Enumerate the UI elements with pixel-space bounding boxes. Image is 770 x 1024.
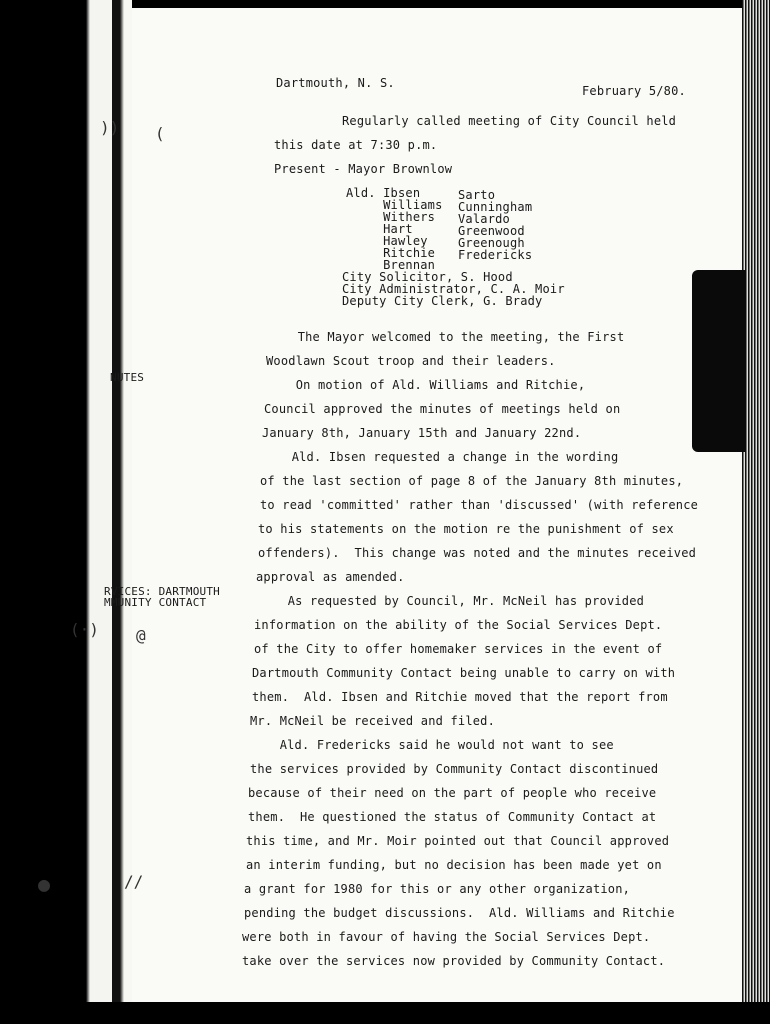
official-line: City Solicitor, S. Hood xyxy=(342,270,513,284)
ink-mark: // xyxy=(124,872,144,891)
body-line: approval as amended. xyxy=(256,570,405,584)
body-line: of the City to offer homemaker services in the event of xyxy=(254,642,663,656)
body-line: The Mayor welcomed to the meeting, the First xyxy=(268,330,625,344)
body-line: because of their need on the part of people who receive xyxy=(248,786,657,800)
body-line: January 8th, January 15th and January 22nd. xyxy=(262,426,582,440)
body-line: them. He questioned the status of Community Contact at xyxy=(248,810,657,824)
scan-tab-mark xyxy=(692,270,746,452)
scan-border-left xyxy=(0,0,132,1024)
attendee: Hawley xyxy=(346,234,428,248)
punch-hole-mark: ● xyxy=(38,872,51,896)
ink-mark: @ xyxy=(136,626,146,645)
body-line: take over the services now provided by Community Contact. xyxy=(242,954,666,968)
punch-hole-mark: (·) xyxy=(70,620,99,639)
body-line: an interim funding, but no decision has been made yet on xyxy=(246,858,662,872)
attendee: Ald. Ibsen xyxy=(346,186,421,200)
body-line: a grant for 1980 for this or any other organization, xyxy=(244,882,631,896)
attendee: Withers xyxy=(346,210,436,224)
attendee: Hart xyxy=(346,222,413,236)
attendee: Cunningham xyxy=(458,200,533,214)
attendee: Brennan xyxy=(346,258,436,272)
body-line: Council approved the minutes of meetings held on xyxy=(264,402,621,416)
margin-note-minutes: NUTES xyxy=(110,371,145,384)
official-line: Deputy City Clerk, G. Brady xyxy=(342,294,543,308)
body-line: Dartmouth Community Contact being unable to carry on with xyxy=(252,666,676,680)
body-line: Woodlawn Scout troop and their leaders. xyxy=(266,354,556,368)
attendee: Greenough xyxy=(458,236,525,250)
header-place: Dartmouth, N. S. xyxy=(276,76,395,90)
body-line: pending the budget discussions. Ald. Williams and Ritchie xyxy=(244,906,675,920)
body-line: were both in favour of having the Social Services Dept. xyxy=(242,930,651,944)
body-line: the services provided by Community Contact discontinued xyxy=(250,762,659,776)
attendee: Greenwood xyxy=(458,224,525,238)
ink-mark: ( xyxy=(155,124,165,143)
body-line: information on the ability of the Social Services Dept. xyxy=(254,618,663,632)
body-line: offenders). This change was noted and the minutes received xyxy=(258,546,697,560)
body-line: to his statements on the motion re the punishment of sex xyxy=(258,522,674,536)
opening-line-2: this date at 7:30 p.m. xyxy=(274,138,438,152)
header-date: February 5/80. xyxy=(582,84,686,98)
attendee: Williams xyxy=(346,198,443,212)
scan-border-bottom xyxy=(0,1002,770,1024)
scan-border-right xyxy=(742,0,770,1024)
body-line: to read 'committed' rather than 'discussed' (with reference xyxy=(260,498,699,512)
official-line: City Administrator, C. A. Moir xyxy=(342,282,565,296)
body-line: of the last section of page 8 of the January 8th minutes, xyxy=(260,474,684,488)
body-line: On motion of Ald. Williams and Ritchie, xyxy=(266,378,586,392)
body-line: this time, and Mr. Moir pointed out that Council approved xyxy=(246,834,670,848)
attendee: Valardo xyxy=(458,212,510,226)
body-line: Mr. McNeil be received and filed. xyxy=(250,714,496,728)
margin-note-services: MMUNITY CONTACT xyxy=(104,596,207,609)
body-line: As requested by Council, Mr. McNeil has provided xyxy=(258,594,645,608)
scan-border-top xyxy=(132,0,742,8)
body-line: Ald. Ibsen requested a change in the wording xyxy=(262,450,619,464)
body-line: Ald. Fredericks said he would not want to see xyxy=(250,738,614,752)
margin-note-services: RVICES: DARTMOUTH xyxy=(104,585,220,598)
attendee: Ritchie xyxy=(346,246,436,260)
present-line: Present - Mayor Brownlow xyxy=(274,162,453,176)
opening-line-1: Regularly called meeting of City Council held xyxy=(342,114,677,128)
attendee: Fredericks xyxy=(458,248,533,262)
body-line: them. Ald. Ibsen and Ritchie moved that the report from xyxy=(252,690,668,704)
attendee: Sarto xyxy=(458,188,496,202)
punch-hole-mark: )) xyxy=(100,118,120,137)
